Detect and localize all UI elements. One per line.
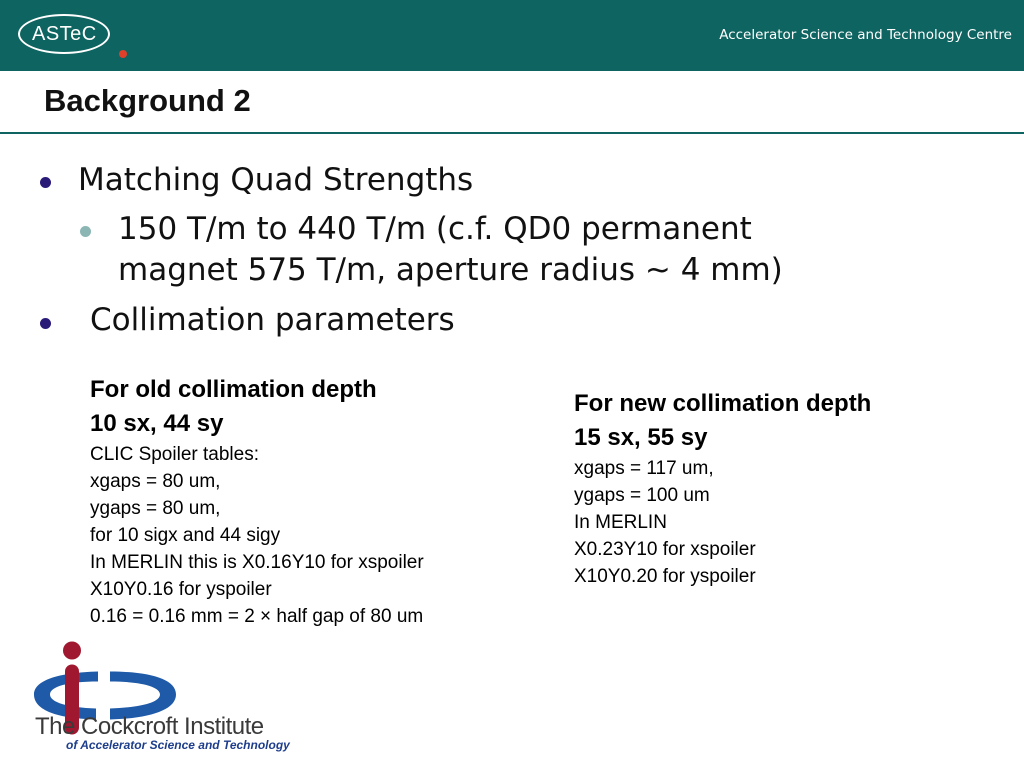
astec-logo-dot [119,50,127,58]
old-collimation-block [90,373,424,630]
new-collimation-sigmas: 15 sx, 55 sy [574,424,708,451]
new-collimation-line: ygaps = 100 um [574,485,710,506]
sub-bullet-gradient-range [118,209,783,291]
old-collimation-line: for 10 sigx and 44 sigy [90,525,281,546]
org-name: Accelerator Science and Technology Centre [719,27,1012,43]
new-collimation-line: X10Y0.20 for yspoiler [574,566,756,587]
bullet-dot [40,177,51,188]
new-collimation-block [574,387,871,590]
cockcroft-institute-name: The Cockcroft Institute [35,713,264,740]
old-collimation-line: In MERLIN this is X0.16Y10 for xspoiler [90,552,424,573]
logo-red-dot [63,642,81,660]
new-collimation-heading: For new collimation depth [574,390,872,417]
new-collimation-line: xgaps = 117 um, [574,458,714,479]
cockcroft-institute-subtitle: of Accelerator Science and Technology [66,738,290,752]
old-collimation-line: CLIC Spoiler tables: [90,444,259,465]
old-collimation-line: X10Y0.16 for yspoiler [90,579,272,600]
old-collimation-line: 0.16 = 0.16 mm = 2 × half gap of 80 um [90,606,424,627]
bullet-matching-quad: Matching Quad Strengths [78,162,474,198]
old-collimation-line: xgaps = 80 um, [90,471,221,492]
new-collimation-line: X0.23Y10 for xspoiler [574,539,756,560]
astec-logo [18,14,114,56]
old-collimation-sigmas: 10 sx, 44 sy [90,410,224,437]
astec-logo-text: ASTeC [32,23,97,45]
old-collimation-heading: For old collimation depth [90,376,377,403]
bullet-dot [40,318,51,329]
sub-bullet-line-2: magnet 575 T/m, aperture radius ~ 4 mm) [118,252,783,288]
new-collimation-line: In MERLIN [574,512,667,533]
old-collimation-line: ygaps = 80 um, [90,498,221,519]
slide-title: Background 2 [44,83,251,118]
bullet-collimation: Collimation parameters [90,302,455,338]
title-divider [0,132,1024,134]
header-bar [0,0,1024,71]
sub-bullet-line-1: 150 T/m to 440 T/m (c.f. QD0 permanent [118,211,752,247]
sub-bullet-dot [80,226,91,237]
